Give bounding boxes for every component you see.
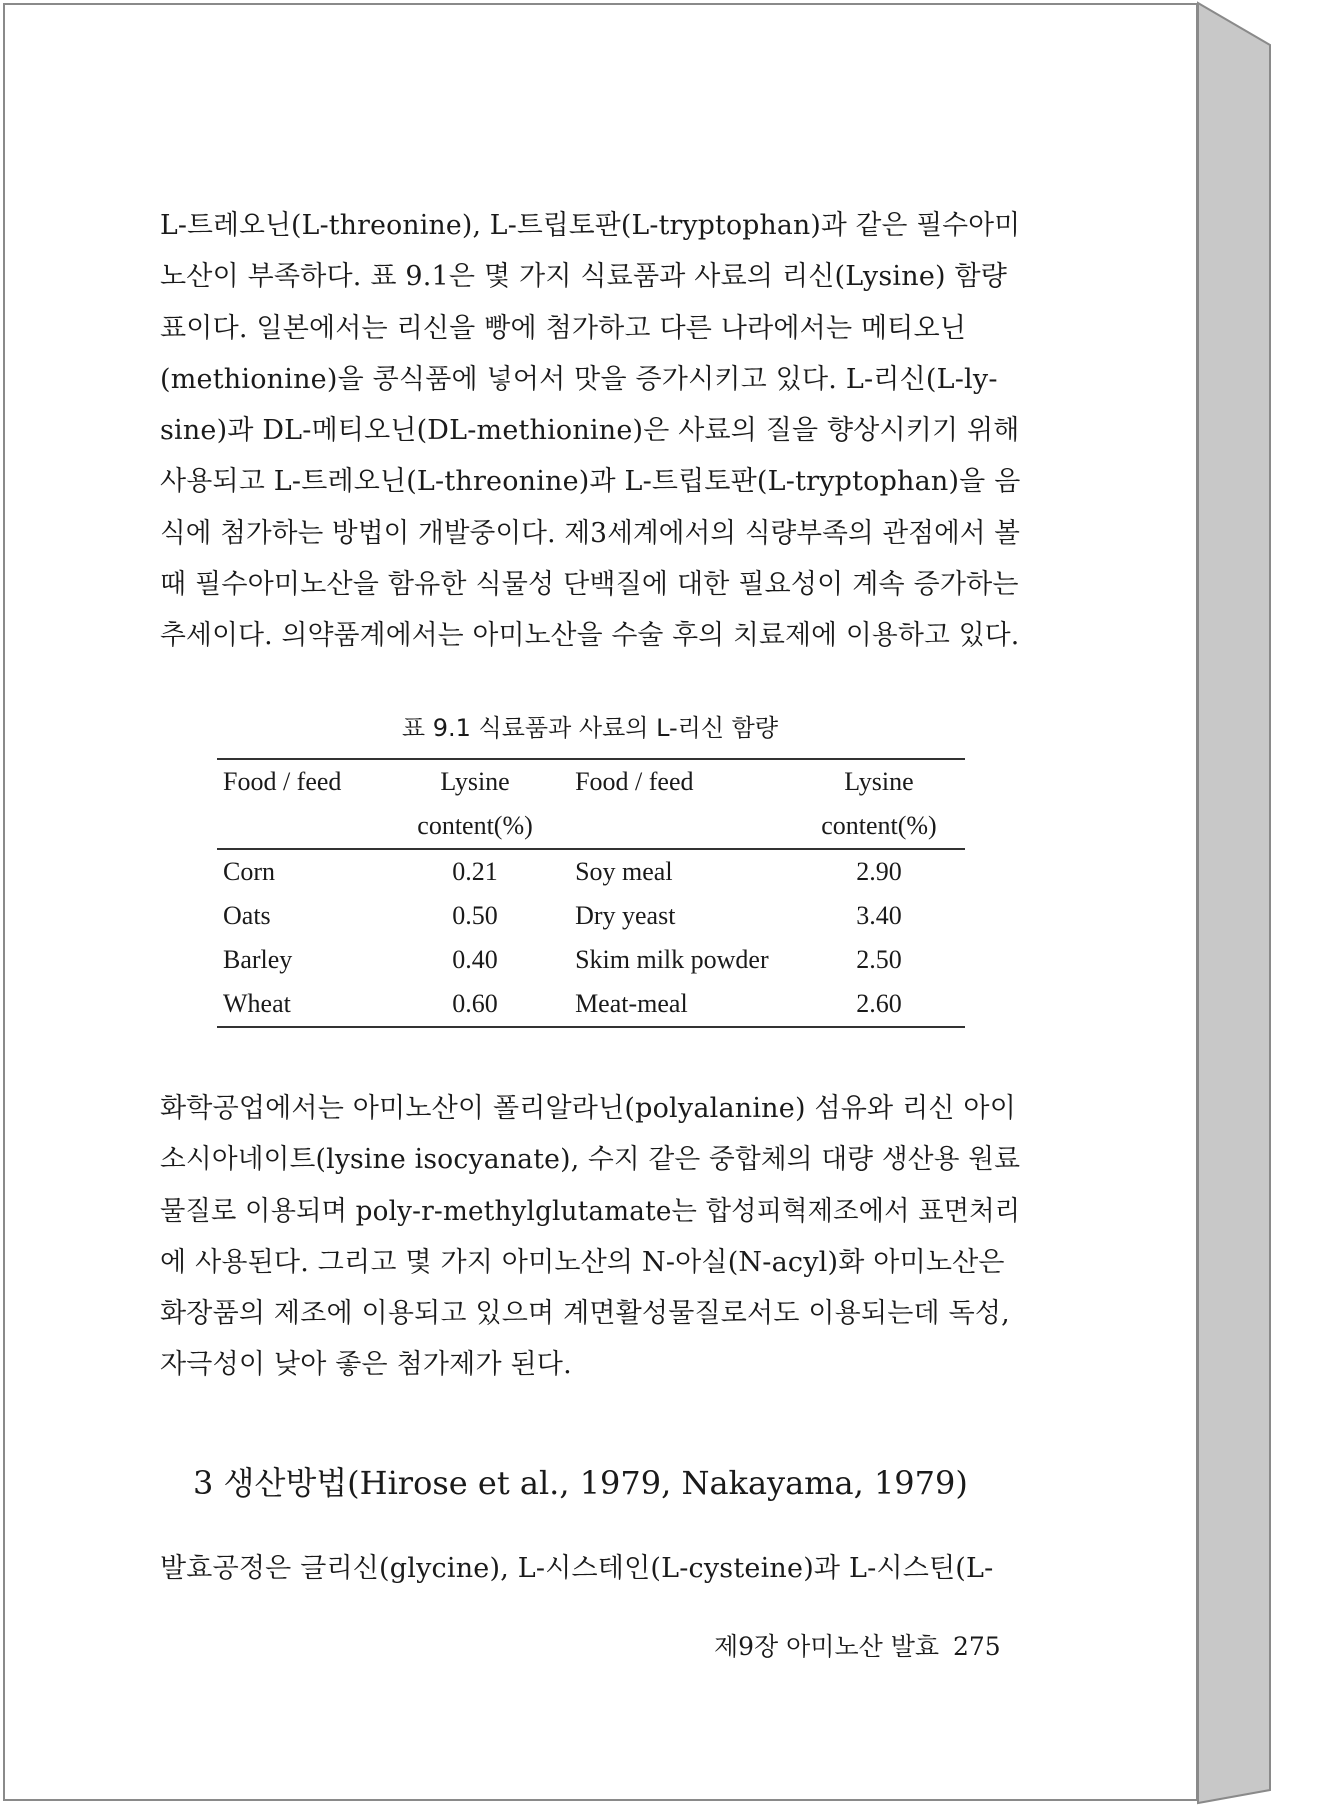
lysine-cell: 2.90	[856, 857, 902, 886]
food-cell: Soy meal	[575, 857, 673, 886]
text-line: 식에 첨가하는 방법이 개발중이다. 제3세계에서의 식량부족의 관점에서 볼	[160, 517, 1021, 549]
header-content-2: content(%)	[793, 804, 965, 849]
header-lysine-1: Lysine	[389, 759, 561, 804]
text-line: 물질로 이용되며 poly-r-methylglutamate는 합성피혁제조에서 표면처리	[160, 1195, 1021, 1227]
text-line: 표이다. 일본에서는 리신을 빵에 첨가하고 다른 나라에서는 메티오닌	[160, 312, 967, 344]
header-food-feed-2: Food / feed	[561, 759, 793, 804]
food-cell: Meat-meal	[561, 982, 793, 1027]
lysine-cell: 0.21	[452, 857, 498, 886]
lysine-cell: 0.40	[452, 945, 498, 974]
text-line: 발효공정은 글리신(glycine), L-시스테인(L-cysteine)과 L-시스틴(L-	[160, 1553, 994, 1584]
food-cell: Wheat	[217, 982, 389, 1027]
lysine-cell: 2.50	[856, 945, 902, 974]
text-line: 노산이 부족하다. 표 9.1은 몇 가지 식료품과 사료의 리신(Lysine) 함량	[160, 261, 1008, 293]
header-content-1: content(%)	[389, 804, 561, 849]
table-row	[217, 938, 965, 982]
table-row	[217, 894, 965, 938]
text-line: 사용되고 L-트레오닌(L-threonine)과 L-트립토판(L-tryptophan)을 음	[160, 466, 1021, 498]
food-cell: Oats	[223, 901, 271, 930]
table-header-row	[217, 804, 965, 849]
header-food-feed-1: Food / feed	[217, 759, 389, 804]
table-caption: 표 9.1 식료품과 사료의 L-리신 함량	[401, 714, 779, 742]
text-line: 추세이다. 의약품계에서는 아미노산을 수술 후의 치료제에 이용하고 있다.	[160, 620, 1020, 652]
table-header-row	[217, 759, 965, 804]
lysine-cell: 0.50	[452, 901, 498, 930]
section-heading: 3 생산방법(Hirose et al., 1979, Nakayama, 1979)	[193, 1464, 968, 1502]
paragraph-2	[160, 1083, 1020, 1391]
lysine-content-table	[217, 758, 965, 1028]
paragraph-1	[160, 200, 1020, 662]
table-row	[217, 982, 965, 1027]
lysine-cell: 2.60	[793, 982, 965, 1027]
text-line: 화학공업에서는 아미노산이 폴리알라닌(polyalanine) 섬유와 리신 아이	[160, 1093, 1016, 1124]
text-line: L-트레오닌(L-threonine), L-트립토판(L-tryptophan)과 같은 필수아미	[160, 210, 1021, 241]
food-cell: Skim milk powder	[575, 945, 769, 974]
lysine-table	[217, 758, 965, 1028]
paragraph-3	[160, 1543, 1020, 1594]
text-line: 자극성이 낮아 좋은 첨가제가 된다.	[160, 1349, 572, 1381]
food-cell: Dry yeast	[575, 901, 676, 930]
food-cell: Barley	[223, 945, 293, 974]
text-line: 때 필수아미노산을 함유한 식물성 단백질에 대한 필요성이 계속 증가하는	[160, 569, 1019, 601]
header-empty	[217, 804, 389, 849]
lysine-cell: 3.40	[856, 901, 902, 930]
food-cell: Corn	[223, 857, 275, 886]
text-line: (methionine)을 콩식품에 넣어서 맛을 증가시키고 있다. L-리신(L-ly-	[160, 363, 998, 395]
table-row	[217, 849, 965, 894]
chapter-title: 제9장 아미노산 발효	[714, 1632, 939, 1661]
header-empty	[561, 804, 793, 849]
text-line: 화장품의 제조에 이용되고 있으며 계면활성물질로서도 이용되는데 독성,	[160, 1298, 1010, 1330]
text-line: 소시아네이트(lysine isocyanate), 수지 같은 중합체의 대량 생산용 원료	[160, 1144, 1021, 1176]
lysine-cell: 0.60	[389, 982, 561, 1027]
page-number: 275	[953, 1632, 1001, 1661]
header-lysine-2: Lysine	[793, 759, 965, 804]
text-line: sine)과 DL-메티오닌(DL-methionine)은 사료의 질을 향상시키기 위해	[160, 415, 1020, 447]
text-line: 에 사용된다. 그리고 몇 가지 아미노산의 N-아실(N-acyl)화 아미노산은	[160, 1246, 1005, 1278]
page-footer	[700, 1627, 1000, 1663]
